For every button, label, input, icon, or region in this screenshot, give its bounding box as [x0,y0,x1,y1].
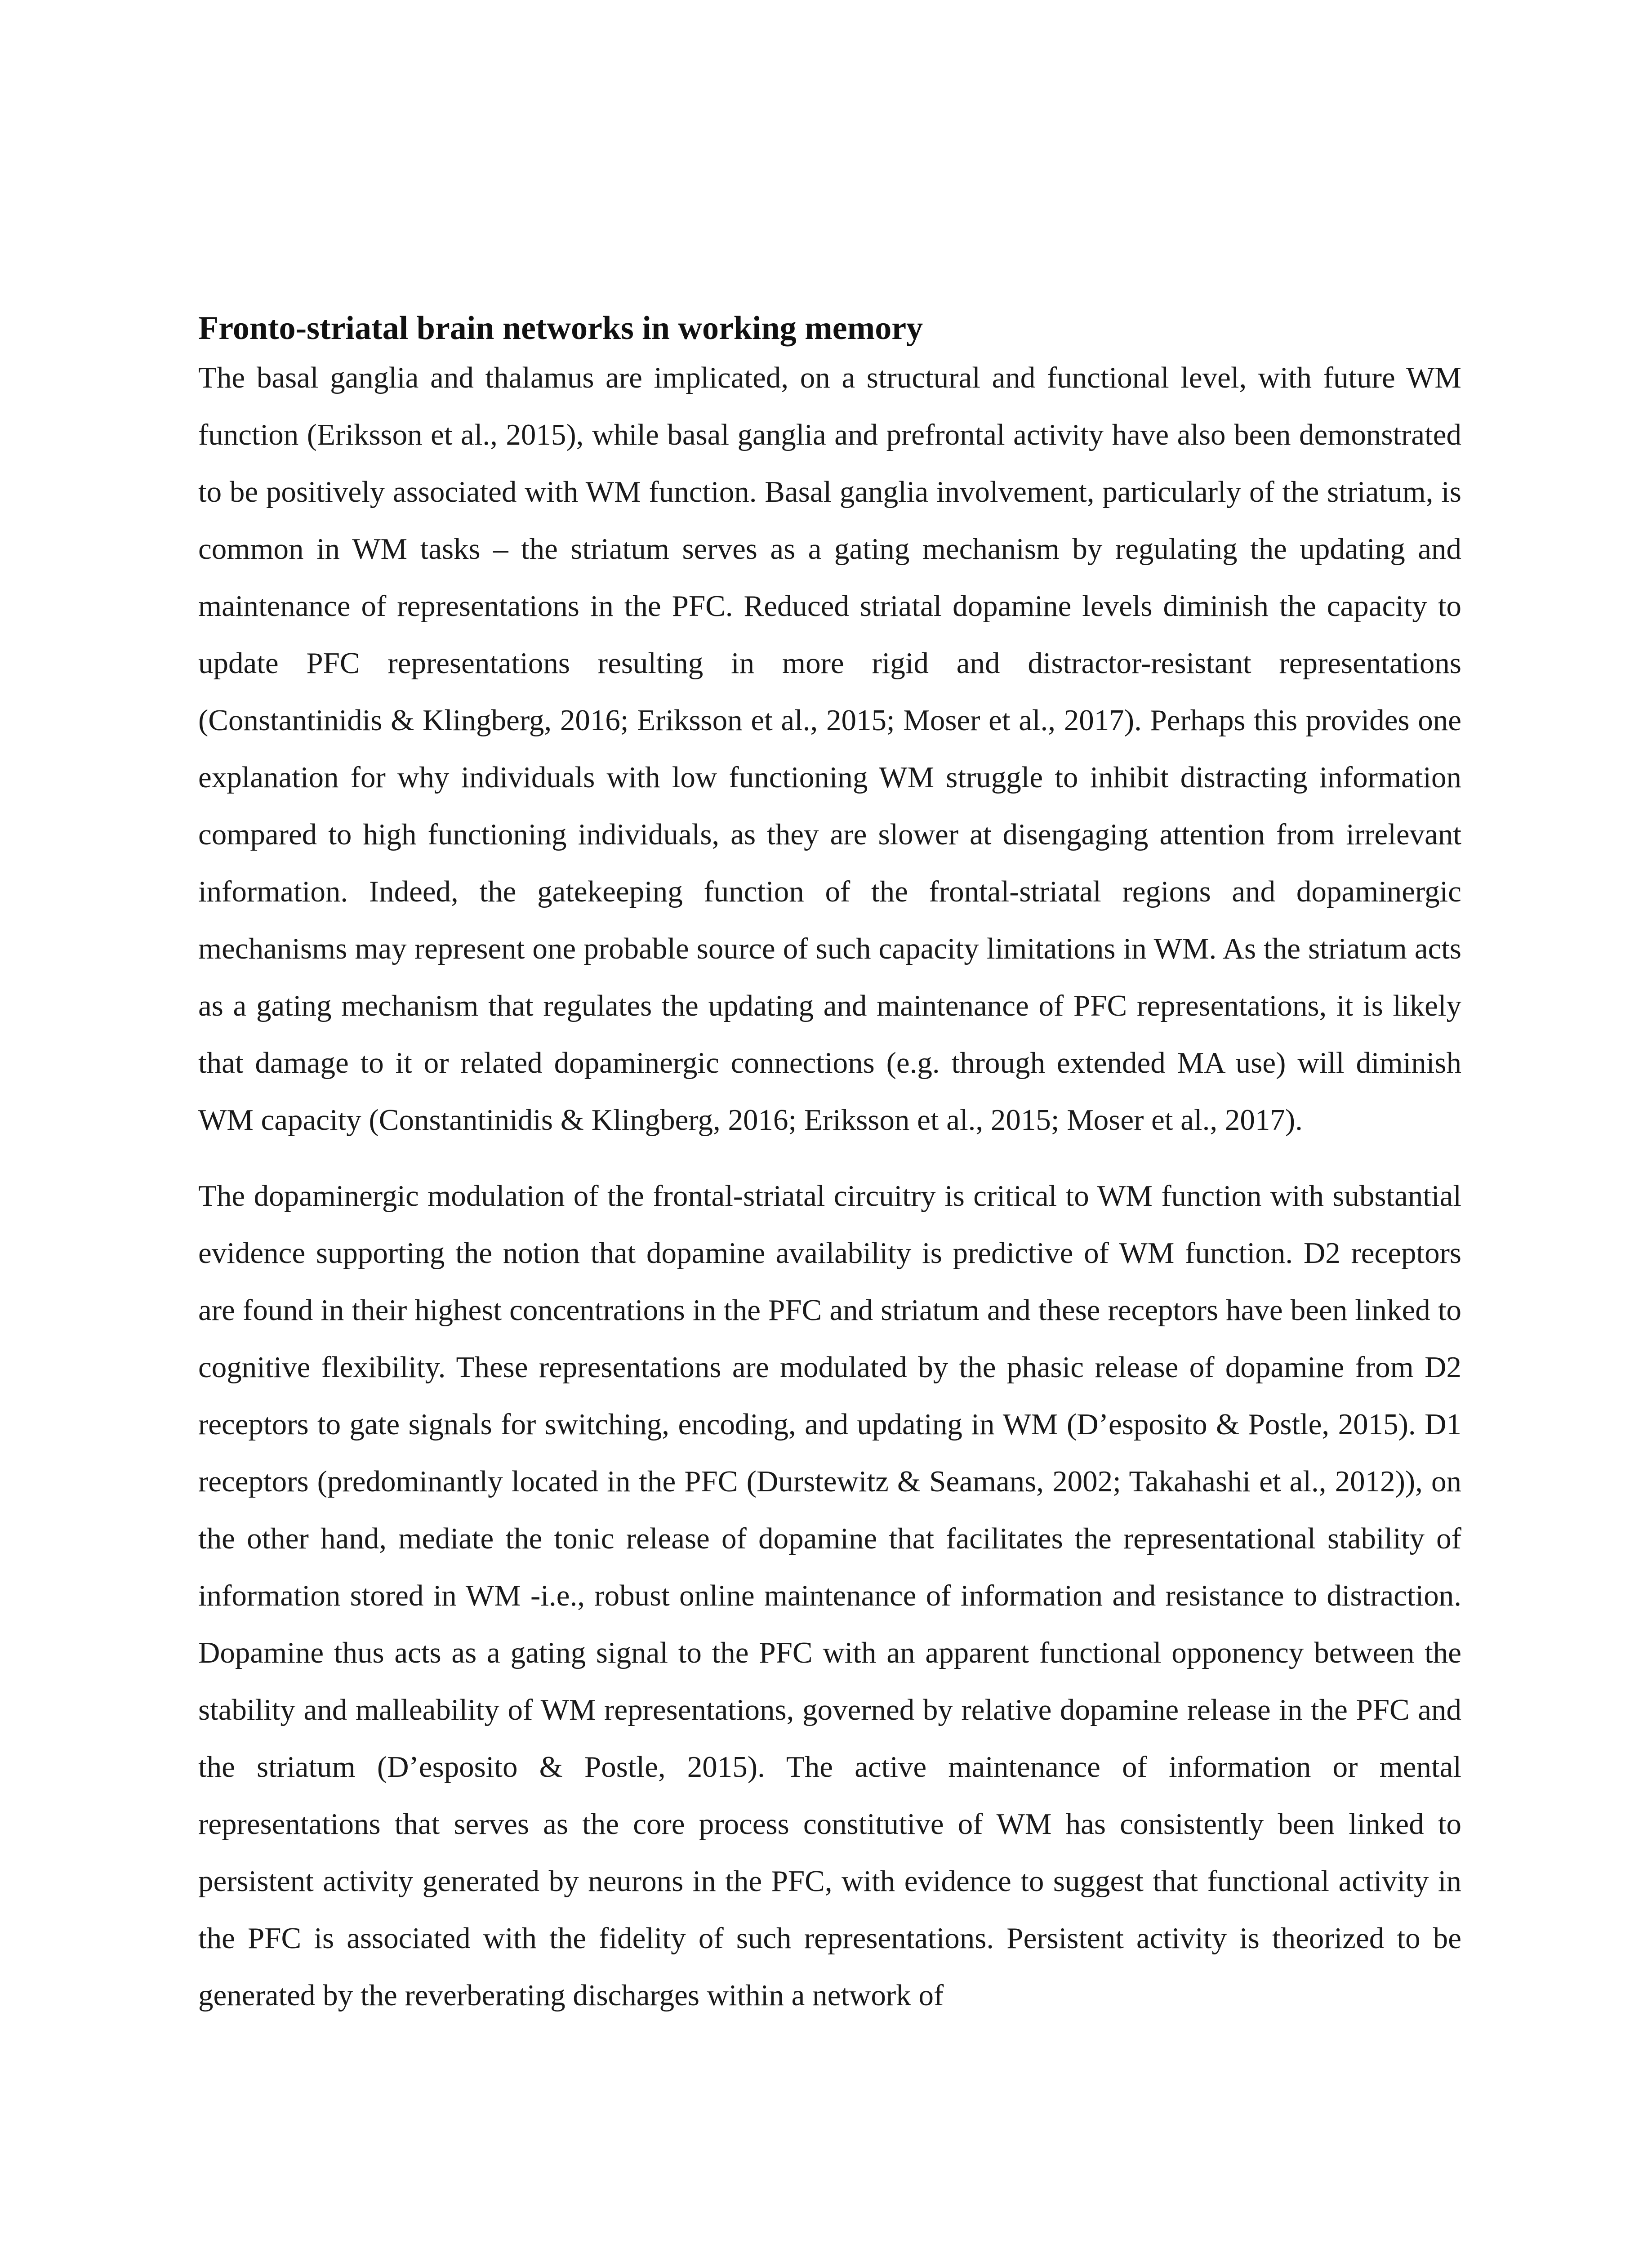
document-body [198,308,1461,2024]
section-heading: Fronto-striatal brain networks in working memory [198,310,923,347]
paragraph-1: The basal ganglia and thalamus are implicated, on a structural and functional level, with future WM function (Eriksson et al., 2015), while basal ganglia and prefrontal activity have also been demonstrated to be positively associated with WM function. Basal ganglia involvement, particularly of the striatum, is common in WM tasks – the striatum serves as a gating mechanism by regulating the updating and maintenance of representations in the PFC. Reduced striatal dopamine levels diminish the capacity to update PFC representations resulting in more rigid and distractor-resistant representations (Constantinidis & Klingberg, 2016; Eriksson et al., 2015; Moser et al., 2017). Perhaps this provides one explanation for why individuals with low functioning WM struggle to inhibit distracting information compared to high functioning individuals, as they are slower at disengaging attention from irrelevant information. Indeed, the gatekeeping function of the frontal-striatal regions and dopaminergic mechanisms may represent one probable source of such capacity limitations in WM. As the striatum acts as a gating mechanism that regulates the updating and maintenance of PFC representations, it is likely that damage to it or related dopaminergic connections (e.g. through extended MA use) will diminish WM capacity (Constantinidis & Klingberg, 2016; Eriksson et al., 2015; Moser et al., 2017). [198,361,1461,1137]
paragraph-2: The dopaminergic modulation of the frontal-striatal circuitry is critical to WM function with substantial evidence supporting the notion that dopamine availability is predictive of WM function. D2 receptors are found in their highest concentrations in the PFC and striatum and these receptors have been linked to cognitive flexibility. These representations are modulated by the phasic release of dopamine from D2 receptors to gate signals for switching, encoding, and updating in WM (D’esposito & Postle, 2015). D1 receptors (predominantly located in the PFC (Durstewitz & Seamans, 2002; Takahashi et al., 2012)), on the other hand, mediate the tonic release of dopamine that facilitates the representational stability of information stored in WM -i.e., robust online maintenance of information and resistance to distraction. Dopamine thus acts as a gating signal to the PFC with an apparent functional opponency between the stability and malleability of WM representations, governed by relative dopamine release in the PFC and the striatum (D’esposito & Postle, 2015). The active maintenance of information or mental representations that serves as the core process constitutive of WM has consistently been linked to persistent activity generated by neurons in the PFC, with evidence to suggest that functional activity in the PFC is associated with the fidelity of such representations. Persistent activity is theorized to be generated by the reverberating discharges within a network of [198,1179,1461,2012]
